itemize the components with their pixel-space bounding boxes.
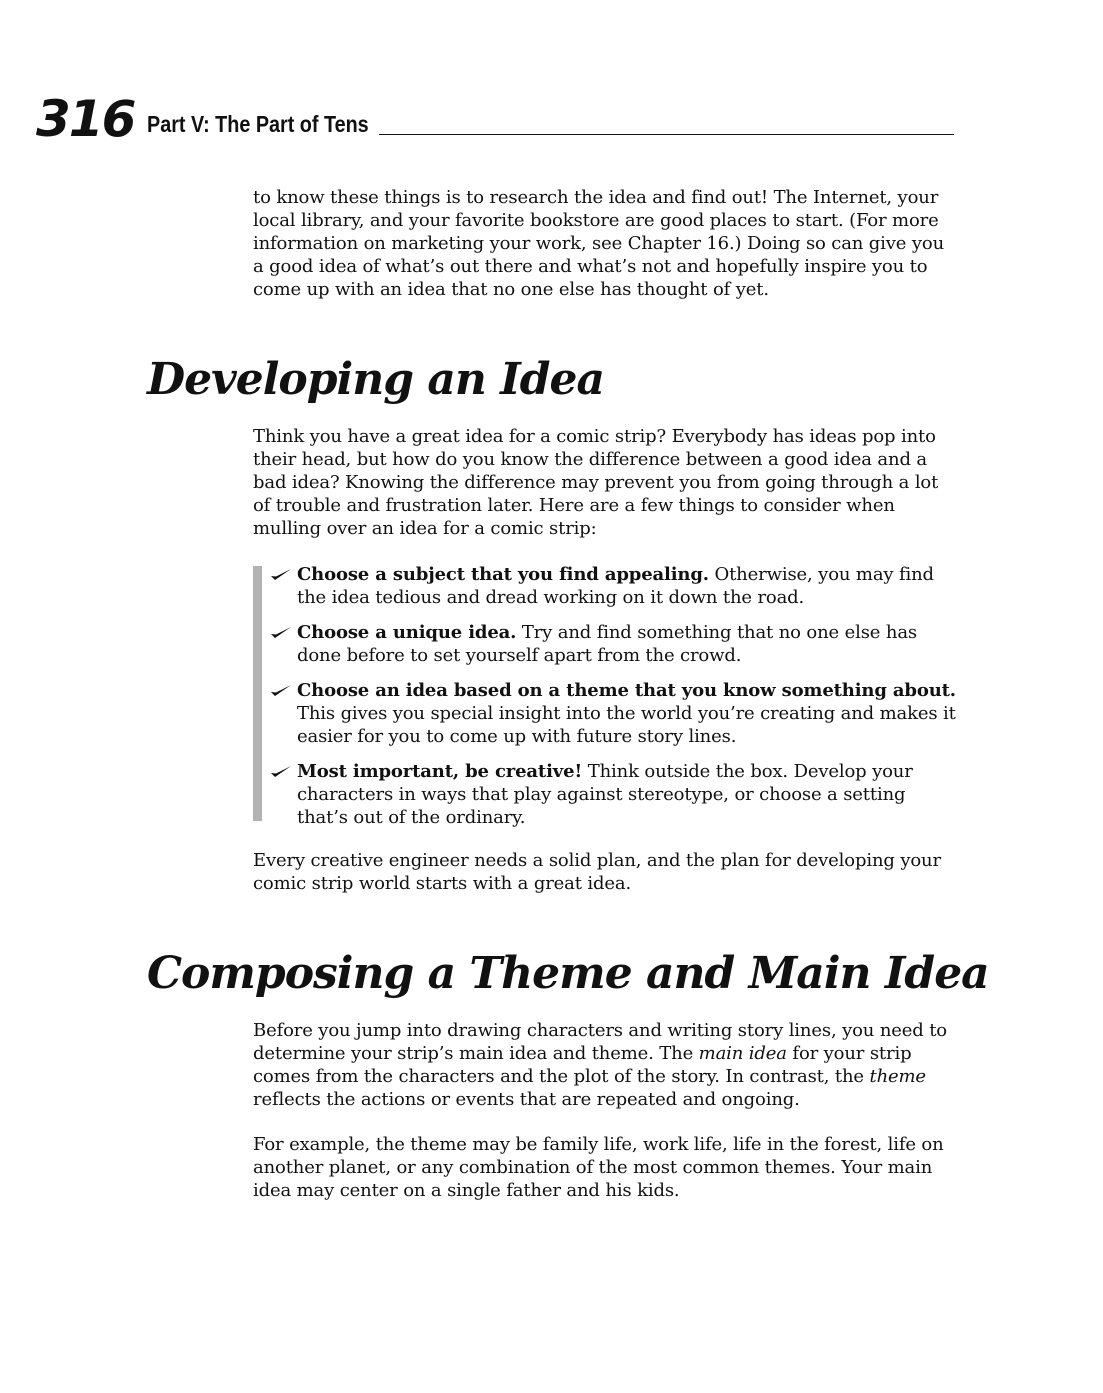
text-run: for your strip comes from the characters and the plot of the story. In contrast, the [253, 1043, 912, 1087]
section-heading-composing-a-theme: Composing a Theme and Main Idea [147, 948, 989, 999]
page-number: 316 [36, 90, 135, 148]
list-item-lead: Most important, be creative! [297, 761, 583, 782]
section2-paragraph-2: For example, the theme may be family life, work life, life in the forest, life on another planet, or any combination of the most common themes. Your main idea may center on a single father and his kids. [253, 1134, 944, 1201]
list-item-text: This gives you special insight into the world you’re creating and makes it easier for you to come up with future story lines. [297, 703, 956, 747]
bullet-list-sidebar-bar [253, 566, 262, 821]
check-icon [270, 625, 292, 640]
term-theme: theme [869, 1066, 926, 1087]
term-main-idea: main idea [698, 1043, 787, 1064]
list-item-lead: Choose a unique idea. [297, 622, 517, 643]
intro-paragraph: to know these things is to research the idea and find out! The Internet, your local library, and your favorite bookstore are good places to start. (For more information on marketing your work, see Chapter 16.) Doing so can give you a good idea of what’s out there and what’s not and hopefully inspire you to come up with an idea that no one else has thought of yet. [253, 187, 945, 300]
list-item [270, 563, 960, 609]
section1-paragraph-1: Think you have a great idea for a comic strip? Everybody has ideas pop into their head, but how do you know the difference between a good idea and a bad idea? Knowing the difference may prevent you from going through a lot of trouble and frustration later. Here are a few things to consider when mulling over an idea for a comic strip: [253, 426, 939, 539]
check-icon [270, 683, 292, 698]
bullet-list [270, 563, 960, 841]
list-item-text: Think outside the box. Develop your characters in ways that play against stereotype, or choose a setting that’s out of the ordinary. [297, 761, 913, 828]
section1-paragraph-2: Every creative engineer needs a solid plan, and the plan for developing your comic strip world starts with a great idea. [253, 850, 941, 894]
check-icon [270, 764, 292, 779]
list-item-lead: Choose an idea based on a theme that you know something about. [297, 680, 956, 701]
list-item [270, 621, 960, 667]
running-head [147, 113, 954, 136]
check-icon [270, 567, 292, 582]
section2-paragraph-1 [253, 1019, 953, 1111]
text-run: reflects the actions or events that are repeated and ongoing. [253, 1089, 800, 1110]
list-item-text: Otherwise, you may find the idea tedious and dread working on it down the road. [297, 564, 934, 608]
list-item [270, 679, 960, 748]
list-item-lead: Choose a subject that you find appealing. [297, 564, 709, 585]
list-item [270, 760, 960, 829]
text-run: Before you jump into drawing characters and writing story lines, you need to determine your strip’s main idea and theme. The [253, 1020, 947, 1064]
running-head-rule [379, 134, 954, 135]
list-item-text: Try and find something that no one else has done before to set yourself apart from the crowd. [297, 622, 917, 666]
running-head-title: Part V: The Part of Tens [147, 111, 369, 137]
section-heading-developing-an-idea: Developing an Idea [147, 354, 604, 405]
